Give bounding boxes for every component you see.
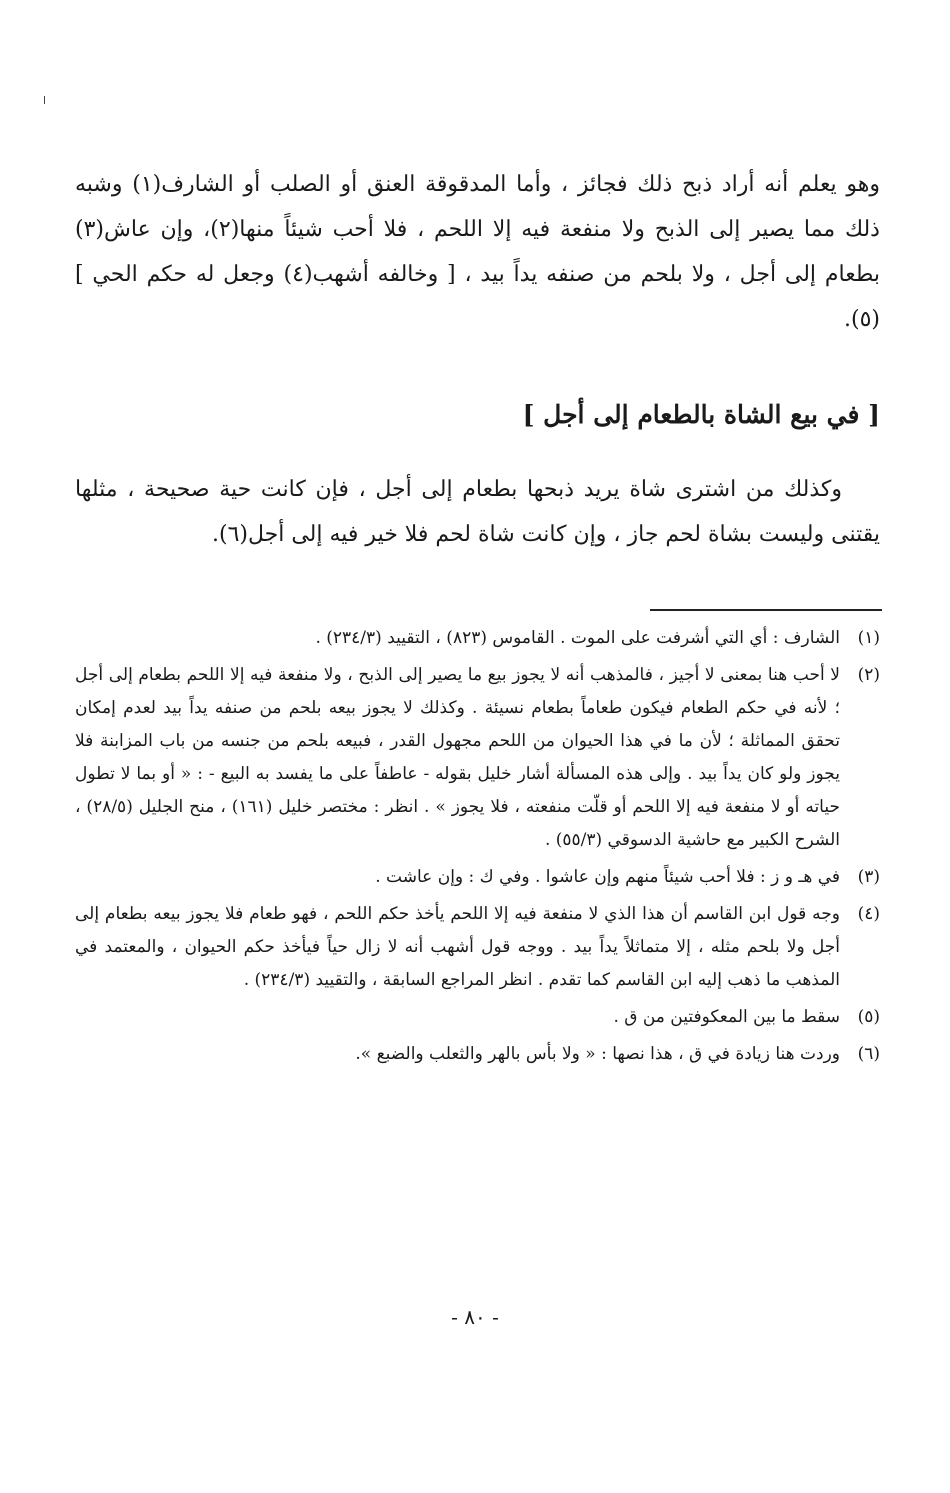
footnote-number: (٥) (857, 1007, 880, 1027)
footnote-number: (٢) (857, 665, 880, 685)
footnote-text: وردت هنا زيادة في ق ، هذا نصها : « ولا بأس بالهر والثعلب والضبع ». (355, 1044, 840, 1064)
footnote-4 (75, 898, 880, 997)
footnote-number: (١) (857, 628, 880, 648)
footnote-text: الشارف : أي التي أشرفت على الموت . القاموس (٨٢٣) ، التقييد (٢٣٤/٣) . (315, 628, 840, 648)
footnote-text: في هـ و ز : فلا أحب شيئاً منهم وإن عاشوا . وفي ك : وإن عاشت . (375, 867, 840, 887)
footnotes (75, 622, 880, 1075)
footnote-text: لا أحب هنا بمعنى لا أجيز ، فالمذهب أنه لا يجوز بيع ما يصير إلى الذبح ، ولا منفعة فيه إلا اللحم بطعام إلى أجل ؛ لأنه في حكم الطعام فيكون طعاماً بطعام نسيئة . وكذلك لا يجوز بيعه بلحم من صنفه يداً بيد لعدم إمكان تحقق المماثلة ؛ لأن ما في هذا الحيوان من اللحم مجهول القدر ، فبيعه بلحم من جنسه من باب المزابنة فلا يجوز ولو كان يداً بيد . وإلى هذه المسألة أشار خليل بقوله - عاطفاً على ما يفسد به البيع - : « أو بما لا تطول حياته أو لا منفعة فيه إلا اللحم أو قلّت منفعته ، فلا يجوز » . انظر : مختصر خليل (١٦١) ، منح الجليل (٢٨/٥) ، الشرح الكبير مع حاشية الدسوقي (٥٥/٣) . (75, 665, 840, 850)
footnote-3 (75, 861, 880, 894)
margin-mark (44, 96, 45, 104)
footnote-number: (٦) (857, 1044, 880, 1064)
footnote-separator (650, 609, 882, 611)
paragraph-1: وهو يعلم أنه أراد ذبح ذلك فجائز ، وأما المدقوقة العنق أو الصلب أو الشارف(١) وشبه ذلك مما يصير إلى الذبح ولا منفعة فيه إلا اللحم ، فلا أحب شيئاً منها(٢)، وإن عاش(٣) بطعام إلى أجل ، ولا بلحم من صنفه يداً بيد ، [ وخالفه أشهب(٤) وجعل له حكم الحي ](٥). (75, 172, 880, 332)
paragraph-2: وكذلك من اشترى شاة يريد ذبحها بطعام إلى أجل ، فإن كانت حية صحيحة ، مثلها يقتنى وليست بشاة لحم جاز ، وإن كانت شاة لحم فلا خير فيه إلى أجل(٦). (75, 477, 880, 547)
page-number: - ٨٠ - (451, 1305, 499, 1329)
footnote-number: (٣) (857, 867, 880, 887)
footnote-text: وجه قول ابن القاسم أن هذا الذي لا منفعة فيه إلا اللحم يأخذ حكم اللحم ، فهو طعام فلا يجوز بيعه بطعام إلى أجل ولا بلحم مثله ، إلا متماثلاً يداً بيد . ووجه قول أشهب أنه لا زال حياً فيأخذ حكم الحيوان ، والمعتمد في المذهب ما ذهب إليه ابن القاسم كما تقدم . انظر المراجع السابقة ، والتقييد (٢٣٤/٣) . (75, 904, 840, 990)
footnote-1 (75, 622, 880, 655)
footnote-5 (75, 1001, 880, 1034)
footnote-number: (٤) (857, 904, 880, 924)
section-heading: [ في بيع الشاة بالطعام إلى أجل ] (522, 400, 880, 429)
footnote-text: سقط ما بين المعكوفتين من ق . (613, 1007, 840, 1027)
footnote-6 (75, 1038, 880, 1071)
footnote-2 (75, 659, 880, 857)
